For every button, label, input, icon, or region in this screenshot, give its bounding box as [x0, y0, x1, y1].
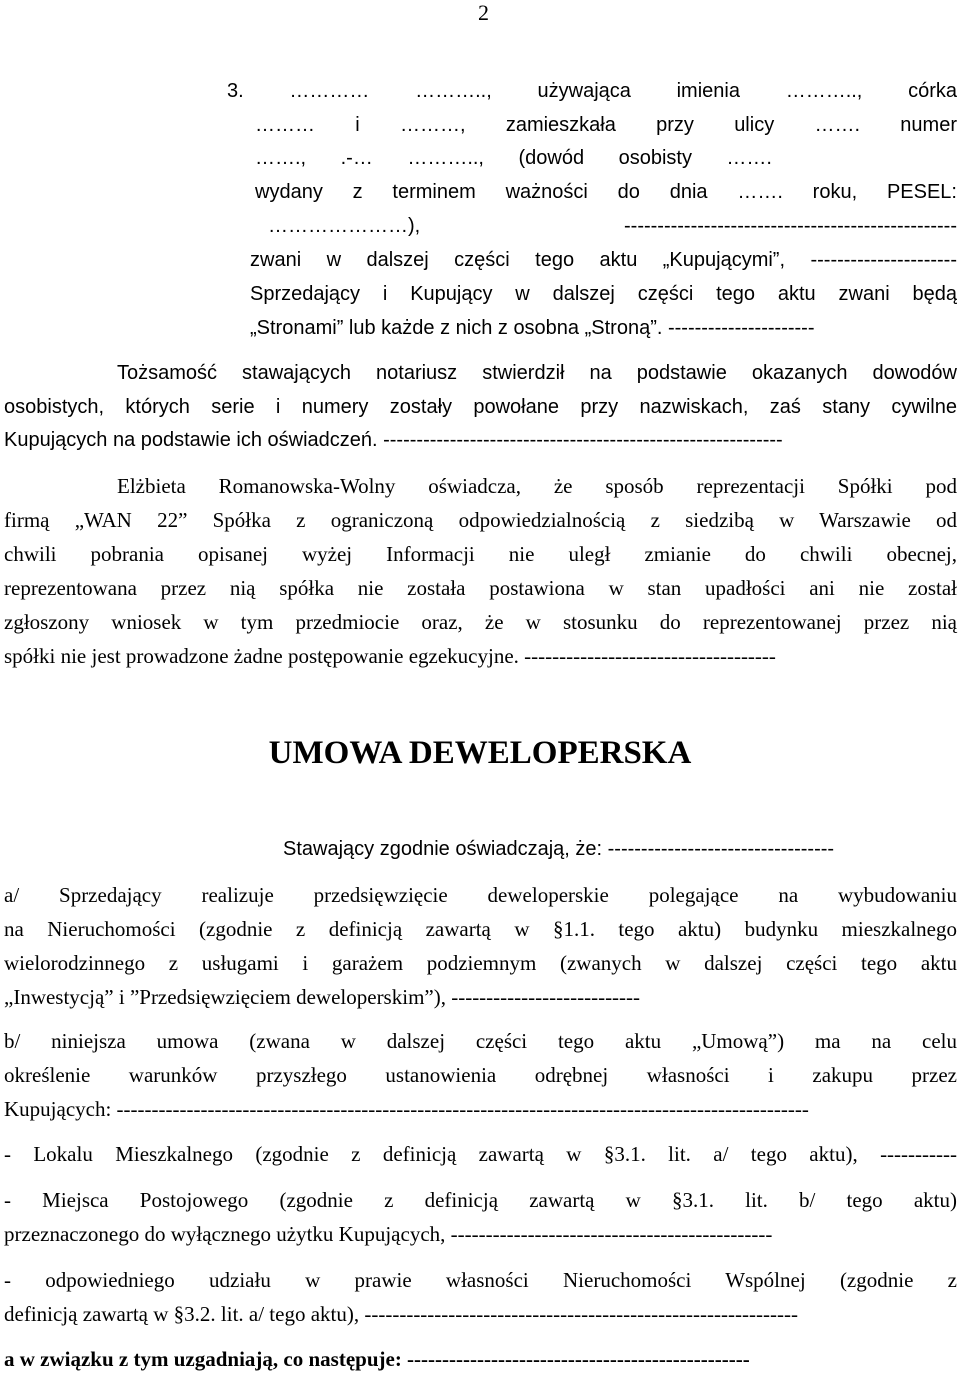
document-title: UMOWA DEWELOPERSKA [268, 735, 692, 771]
clause-a-line-3: wielorodzinnego z usługami i garażem podziemnym (zwanych w dalszej części tego aktu [4, 951, 957, 975]
party3-line-5: …………………), -------------------------------------------------- [268, 215, 957, 237]
representation-line-4: reprezentowana przez nią spółka nie została postawiona w stan upadłości ani nie został [4, 576, 957, 600]
clause-b-line-1: b/ niniejsza umowa (zwana w dalszej części tego aktu „Umową”) ma na celu [4, 1029, 957, 1053]
party3-line-8: „Stronami” lub każde z nich z osobna „Stroną”. ---------------------- [250, 317, 815, 339]
representation-line-3: chwili pobrania opisanej wyżej Informacji nie uległ zmianie do chwili obecnej, [4, 542, 957, 566]
party3-line-6 [250, 249, 957, 275]
representation-line-6: spółki nie jest prowadzone żadne postępowanie egzekucyjne. ------------------------------------ [4, 644, 776, 668]
list-item-miejsce-line-2: przeznaczonego do wyłącznego użytku Kupujących, ---------------------------------------------- [4, 1222, 773, 1246]
representation-line-2: firmą „WAN 22” Spółka z ograniczoną odpowiedzialnością z siedzibą w Warszawie od [4, 508, 957, 532]
identity-line-3: Kupujących na podstawie ich oświadczeń. ------------------------------------------------------------ [4, 429, 783, 451]
identity-line-2: osobistych, których serie i numery zostały powołane przy nazwiskach, zaś stany cywilne [4, 396, 957, 418]
clause-a-line-2: na Nieruchomości (zgodnie z definicją zawartą w §1.1. tego aktu) budynku mieszkalnego [4, 917, 957, 941]
clause-b-line-2: określenie warunków przyszłego ustanowienia odrębnej własności i zakupu przez [4, 1063, 957, 1087]
list-item-miejsce-line-1: - Miejsca Postojowego (zgodnie z definicją zawartą w §3.1. lit. b/ tego aktu) [4, 1188, 957, 1212]
identity-line-1: Tożsamość stawających notariusz stwierdził na podstawie okazanych dowodów [117, 362, 957, 384]
party3-line-6-text: zwani w dalszej części tego aktu „Kupującymi”, ---------------------- [250, 249, 957, 271]
final-statement: a w związku z tym uzgadniają, co następuje: ------------------------------------------------- [4, 1347, 750, 1371]
clause-a-line-1: a/ Sprzedający realizuje przedsięwzięcie deweloperskie polegające na wybudowaniu [4, 883, 957, 907]
representation-line-1: Elżbieta Romanowska-Wolny oświadcza, że sposób reprezentacji Spółki pod [117, 474, 957, 498]
party3-line-3: ……., .-… ……….., (dowód osobisty ……. [255, 147, 772, 169]
list-item-lokal: - Lokalu Mieszkalnego (zgodnie z definicją zawartą w §3.1. lit. a/ tego aktu), ----------- [4, 1142, 957, 1166]
clause-b-line-3: Kupujących: --------------------------------------------------------------------------------------------------- [4, 1097, 809, 1121]
list-item-udzial-line-1: - odpowiedniego udziału w prawie własności Nieruchomości Wspólnej (zgodnie z [4, 1268, 957, 1292]
clause-a-line-4: „Inwestycją” i ”Przedsięwzięciem deweloperskim”), --------------------------- [4, 985, 641, 1009]
representation-line-5: zgłoszony wniosek w tym przedmiocie oraz, że w stosunku do reprezentowanej przez nią [4, 610, 957, 634]
page-number: 2 [478, 0, 489, 25]
declaration-line: Stawający zgodnie oświadczają, że: ---------------------------------- [283, 838, 835, 860]
party3-line-2: ……… i ………, zamieszkała przy ulicy ……. numer [255, 114, 957, 136]
list-item-udzial-line-2: definicją zawartą w §3.2. lit. a/ tego aktu), -------------------------------------------------------------- [4, 1302, 798, 1326]
party3-line-4: wydany z terminem ważności do dnia ……. roku, PESEL: [255, 181, 957, 203]
party3-line-7: Sprzedający i Kupujący w dalszej części tego aktu zwani będą [250, 283, 957, 305]
party3-line-1: 3. ………… ……….., używająca imienia ……….., córka [227, 80, 957, 102]
